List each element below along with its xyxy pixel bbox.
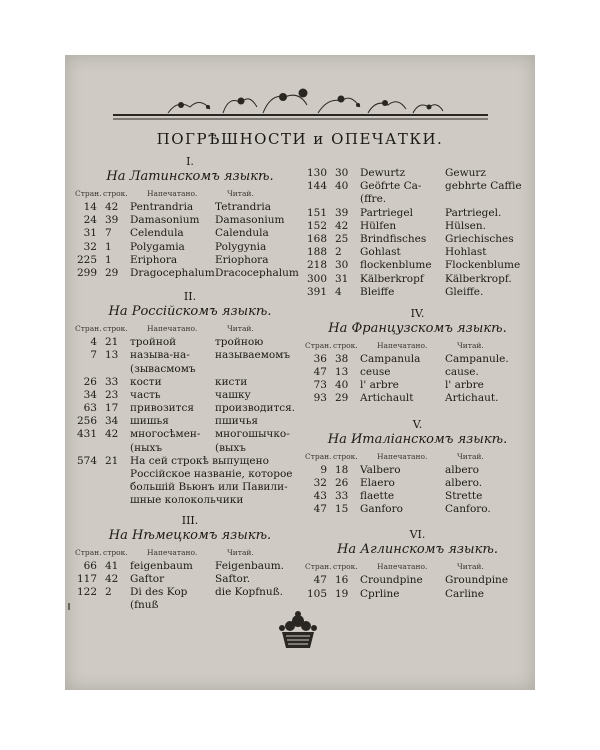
- line-number: 42: [335, 219, 349, 232]
- page-number: 47: [313, 503, 327, 516]
- line-number: 42: [105, 201, 119, 213]
- page-number: 26: [83, 375, 97, 388]
- column-header: [305, 450, 530, 464]
- page-number: 66: [83, 559, 97, 572]
- corrected-text: Polygynia: [215, 240, 267, 253]
- printed-text: Campanula: [360, 352, 421, 365]
- header-page: Стран.: [305, 451, 332, 461]
- errata-row: [305, 180, 530, 193]
- header-printed: Напечатано.: [147, 547, 198, 557]
- printed-text: шные колокольчики: [130, 494, 244, 507]
- header-page: Стран.: [75, 324, 102, 334]
- corrected-text: gebhrte Caffie: [445, 180, 522, 193]
- page-number: 431: [76, 428, 97, 441]
- corrected-text: Griechisches: [445, 232, 514, 245]
- printed-text: Kälberkropf: [360, 272, 424, 285]
- errata-list-latin: [75, 201, 305, 280]
- section-number: V.: [412, 417, 423, 431]
- errata-row: [305, 490, 530, 503]
- errata-list-german: [75, 560, 305, 613]
- section-title: На Французскомъ языкѣ.: [328, 320, 507, 336]
- errata-row: [75, 455, 305, 468]
- printed-text: Valbero: [360, 463, 401, 476]
- corrected-text: Canforo.: [445, 503, 491, 516]
- section-number: VI.: [409, 528, 426, 542]
- page-title: ПОГРѢШНОСТИ и ОПЕЧАТКИ.: [156, 130, 444, 148]
- header-read: Читай.: [457, 562, 484, 572]
- column-header: [305, 560, 530, 574]
- errata-row: [75, 494, 305, 507]
- corrected-text: Artichaut.: [445, 392, 499, 405]
- errata-row: [75, 402, 305, 415]
- page-number: 151: [306, 206, 327, 219]
- header-line: строк.: [103, 189, 128, 198]
- section-number: IV.: [410, 306, 425, 320]
- header-page: Стран.: [75, 189, 102, 198]
- printed-text: l' arbre: [360, 379, 399, 392]
- printed-text: Geöfrte Ca-: [360, 180, 422, 193]
- flower-basket-vignette: [268, 610, 328, 652]
- corrected-text: пшичья: [215, 415, 259, 428]
- corrected-text: Saftor.: [215, 572, 251, 585]
- page-number: 73: [313, 379, 327, 392]
- header-read: Читай.: [227, 547, 254, 557]
- printed-text: многосѣмен-: [130, 428, 201, 441]
- page-number: 36: [313, 352, 327, 365]
- corrected-text: Damasonium: [215, 214, 285, 227]
- errata-row: [75, 560, 305, 573]
- header-page: Стран.: [305, 340, 332, 350]
- printed-text: называ-на-: [130, 349, 190, 362]
- line-number: 39: [105, 214, 119, 227]
- corrected-text: Carline: [445, 587, 485, 600]
- errata-row: [305, 353, 530, 366]
- line-number: 26: [335, 476, 349, 489]
- line-number: 19: [335, 587, 349, 600]
- page-number: 105: [306, 587, 327, 600]
- errata-row: [75, 227, 305, 240]
- line-number: 42: [105, 572, 119, 585]
- column-header: [75, 322, 305, 336]
- corrected-text: Calendula: [215, 227, 269, 240]
- printed-text: (fnuß: [130, 599, 159, 612]
- line-number: 25: [335, 232, 349, 245]
- header-line: строк.: [103, 324, 128, 334]
- errata-row: [305, 392, 530, 405]
- page-number: 225: [76, 253, 97, 266]
- corrected-text: die Kopfnuß.: [215, 585, 283, 598]
- line-number: 29: [335, 392, 349, 405]
- printed-text: flaette: [360, 490, 395, 502]
- corrected-text: Groundpine: [445, 574, 509, 587]
- corrected-text: называемомъ: [215, 349, 291, 362]
- page-number: 152: [306, 219, 327, 232]
- corrected-text: (выхъ: [215, 441, 246, 454]
- section-title: На Италіанскомъ языкѣ.: [327, 431, 508, 447]
- errata-row: [305, 246, 530, 259]
- corrected-text: Eriophora: [215, 253, 269, 266]
- header-line: строк.: [103, 547, 128, 557]
- printed-text: (зывасмомъ: [130, 362, 196, 375]
- corrected-text: Gewurz: [445, 167, 486, 179]
- page-number: 122: [76, 585, 97, 598]
- printed-text: Ganforo: [360, 503, 403, 516]
- line-number: 15: [335, 503, 349, 516]
- errata-row: [305, 379, 530, 392]
- section-number: II.: [183, 290, 197, 304]
- line-number: 17: [105, 402, 119, 415]
- page-number: 188: [306, 246, 327, 259]
- line-number: 21: [105, 454, 119, 467]
- header-page: Стран.: [305, 562, 332, 572]
- errata-list-italian: [305, 464, 530, 517]
- errata-row: [75, 415, 305, 428]
- header-printed: Напечатано.: [377, 562, 428, 572]
- header-line: строк.: [333, 340, 358, 350]
- page-number: 47: [313, 574, 327, 587]
- line-number: 23: [105, 388, 119, 401]
- corrected-text: Kälberkropf.: [445, 272, 512, 285]
- line-number: 7: [105, 227, 112, 240]
- corrected-text: l' arbre: [445, 379, 484, 392]
- printed-text: Gohlast: [360, 246, 401, 259]
- printed-text: Di des Kop: [130, 585, 188, 598]
- errata-row: [75, 586, 305, 599]
- corrected-text: Campanule.: [445, 352, 509, 365]
- header-line: строк.: [333, 451, 358, 461]
- errata-row: [305, 477, 530, 490]
- printed-text: Gaftor: [130, 572, 165, 585]
- line-number: 39: [335, 206, 349, 219]
- errata-list-french: [305, 353, 530, 406]
- header-read: Читай.: [457, 340, 484, 350]
- floral-ornament-border: [113, 85, 488, 125]
- printed-text: Dewurtz: [360, 167, 406, 179]
- corrected-text: Partriegel.: [445, 206, 502, 219]
- errata-row: [75, 349, 305, 362]
- page-number: 117: [76, 572, 97, 585]
- corrected-text: Dracocephalum: [215, 266, 299, 279]
- printed-text: flockenblume: [360, 259, 432, 272]
- line-number: 41: [105, 559, 119, 572]
- header-printed: Напечатано.: [147, 324, 198, 334]
- section-title: На Нѣмецкомъ языкѣ.: [108, 527, 272, 543]
- errata-row: [75, 481, 305, 494]
- page-number: 144: [306, 180, 327, 193]
- column-header: [305, 339, 530, 353]
- printed-text: Россійское названіе, которое: [130, 468, 293, 480]
- page-number: 43: [313, 490, 327, 502]
- printed-text: Pentrandria: [130, 201, 194, 213]
- left-column: [75, 155, 305, 612]
- line-number: 1: [105, 240, 112, 253]
- errata-row: [305, 220, 530, 233]
- corrected-text: Strette: [445, 490, 483, 502]
- errata-row: [75, 201, 305, 214]
- header-printed: Напечатано.: [377, 340, 428, 350]
- errata-row: [75, 468, 305, 481]
- printed-text: тройной: [130, 336, 177, 349]
- errata-row: [305, 193, 530, 206]
- page-number: 574: [76, 454, 97, 467]
- printed-text: Croundpine: [360, 574, 423, 587]
- errata-row: [75, 241, 305, 254]
- line-number: 42: [105, 428, 119, 441]
- section-title: На Россійскомъ языкѣ.: [108, 304, 272, 320]
- line-number: 13: [335, 366, 349, 379]
- line-number: 2: [335, 246, 342, 259]
- header-printed: Напечатано.: [147, 189, 198, 198]
- corrected-text: Hohlast: [445, 246, 487, 259]
- errata-row: [75, 267, 305, 280]
- printed-text: (ffre.: [360, 193, 387, 206]
- line-number: 1: [105, 253, 112, 266]
- printed-text: Hülfen: [360, 219, 397, 232]
- page-number: 63: [83, 402, 97, 415]
- section-title: На Аглинскомъ языкѣ.: [337, 542, 498, 558]
- page-number: 93: [313, 392, 327, 405]
- line-number: 13: [105, 349, 119, 362]
- errata-row: [305, 588, 530, 601]
- corrected-text: Feigenbaum.: [215, 559, 285, 572]
- corrected-text: многошычко-: [215, 428, 290, 441]
- printed-text: Bleiffe: [360, 285, 395, 298]
- corrected-text: Gleiffe.: [445, 285, 484, 298]
- printed-text: привозится: [130, 402, 194, 415]
- line-number: 4: [335, 285, 342, 298]
- corrected-text: производится.: [215, 402, 296, 415]
- errata-row: [305, 233, 530, 246]
- line-number: 33: [105, 375, 119, 388]
- printed-text: Polygamia: [130, 240, 185, 253]
- right-column: [305, 167, 530, 601]
- line-number: 21: [105, 336, 119, 349]
- page-number: 32: [83, 240, 97, 253]
- page-number: 130: [306, 167, 327, 179]
- section-number: I.: [186, 155, 194, 168]
- line-number: 33: [335, 490, 349, 502]
- printed-text: Artichault: [360, 392, 414, 405]
- page-number: 218: [306, 259, 327, 272]
- corrected-text: кисти: [215, 375, 248, 388]
- line-number: 31: [335, 272, 349, 285]
- errata-row: [305, 574, 530, 587]
- corrected-text: Flockenblume: [445, 259, 521, 272]
- corrected-text: cause.: [445, 366, 479, 379]
- line-number: 29: [105, 266, 119, 279]
- line-number: 38: [335, 352, 349, 365]
- header-line: строк.: [333, 562, 358, 572]
- errata-list-russian: [75, 336, 305, 507]
- printed-text: feigenbaum: [130, 559, 193, 572]
- errata-row: [305, 366, 530, 379]
- errata-row: [75, 442, 305, 455]
- errata-row: [305, 273, 530, 286]
- printed-text: На сей строкѣ выпущено: [130, 454, 269, 467]
- line-number: 34: [105, 415, 119, 428]
- corrected-text: тройною: [215, 336, 264, 349]
- corrected-text: Tetrandria: [215, 201, 272, 213]
- page-number: 300: [306, 272, 327, 285]
- page-number: 9: [320, 463, 327, 476]
- printed-text: Elaero: [360, 476, 395, 489]
- printed-text: Partriegel: [360, 206, 413, 219]
- printed-text: Dragocephalum: [130, 266, 215, 279]
- margin-mark: [68, 603, 70, 610]
- page-number: 32: [313, 476, 327, 489]
- printed-text: (ныхъ: [130, 441, 163, 454]
- printed-text: Cprline: [360, 587, 400, 600]
- errata-row: [75, 336, 305, 349]
- header-read: Читай.: [227, 324, 254, 334]
- errata-row: [75, 363, 305, 376]
- page-number: 4: [90, 336, 97, 349]
- page-number: 24: [83, 214, 97, 227]
- header-read: Читай.: [227, 189, 254, 198]
- header-page: Стран.: [75, 547, 102, 557]
- page-number: 7: [90, 349, 97, 362]
- errata-row: [305, 167, 530, 180]
- line-number: 30: [335, 259, 349, 272]
- printed-text: Damasonium: [130, 214, 200, 227]
- corrected-text: albero: [445, 463, 479, 476]
- book-page: [65, 55, 535, 690]
- errata-row: [75, 214, 305, 227]
- header-read: Читай.: [457, 451, 484, 461]
- page-number: 168: [306, 232, 327, 245]
- line-number: 18: [335, 463, 349, 476]
- errata-list-english: [305, 574, 530, 600]
- line-number: 40: [335, 180, 349, 193]
- corrected-text: albero.: [445, 476, 483, 489]
- page-number: 31: [83, 227, 97, 240]
- errata-row: [305, 259, 530, 272]
- printed-text: большій Вьюнъ или Павили-: [130, 481, 288, 494]
- errata-row: [75, 573, 305, 586]
- page-number: 34: [83, 388, 97, 401]
- printed-text: Celendula: [130, 227, 184, 240]
- line-number: 2: [105, 585, 112, 598]
- header-printed: Напечатано.: [377, 451, 428, 461]
- page-number: 299: [76, 266, 97, 279]
- section-number: III.: [181, 513, 199, 527]
- errata-list-continued: [305, 167, 530, 299]
- printed-text: Brindfisches: [360, 232, 427, 245]
- column-header: [75, 546, 305, 560]
- errata-row: [75, 376, 305, 389]
- page-number: 47: [313, 366, 327, 379]
- errata-row: [75, 389, 305, 402]
- errata-row: [305, 503, 530, 516]
- errata-row: [305, 286, 530, 299]
- printed-text: часть: [130, 388, 161, 401]
- errata-row: [75, 428, 305, 441]
- printed-text: кости: [130, 375, 162, 388]
- printed-text: ceuse: [360, 366, 391, 379]
- printed-text: шишья: [130, 415, 169, 428]
- page-number: 14: [83, 201, 97, 213]
- corrected-text: чашку: [215, 388, 251, 401]
- printed-text: Eriphora: [130, 253, 178, 266]
- errata-row: [305, 464, 530, 477]
- column-header: [75, 187, 305, 201]
- line-number: 40: [335, 379, 349, 392]
- page-number: 391: [306, 285, 327, 298]
- errata-row: [75, 254, 305, 267]
- corrected-text: Hülsen.: [445, 219, 486, 232]
- section-title: На Латинскомъ языкѣ.: [106, 169, 274, 184]
- line-number: 30: [335, 167, 349, 179]
- page-number: 256: [76, 415, 97, 428]
- errata-row: [305, 207, 530, 220]
- line-number: 16: [335, 574, 349, 587]
